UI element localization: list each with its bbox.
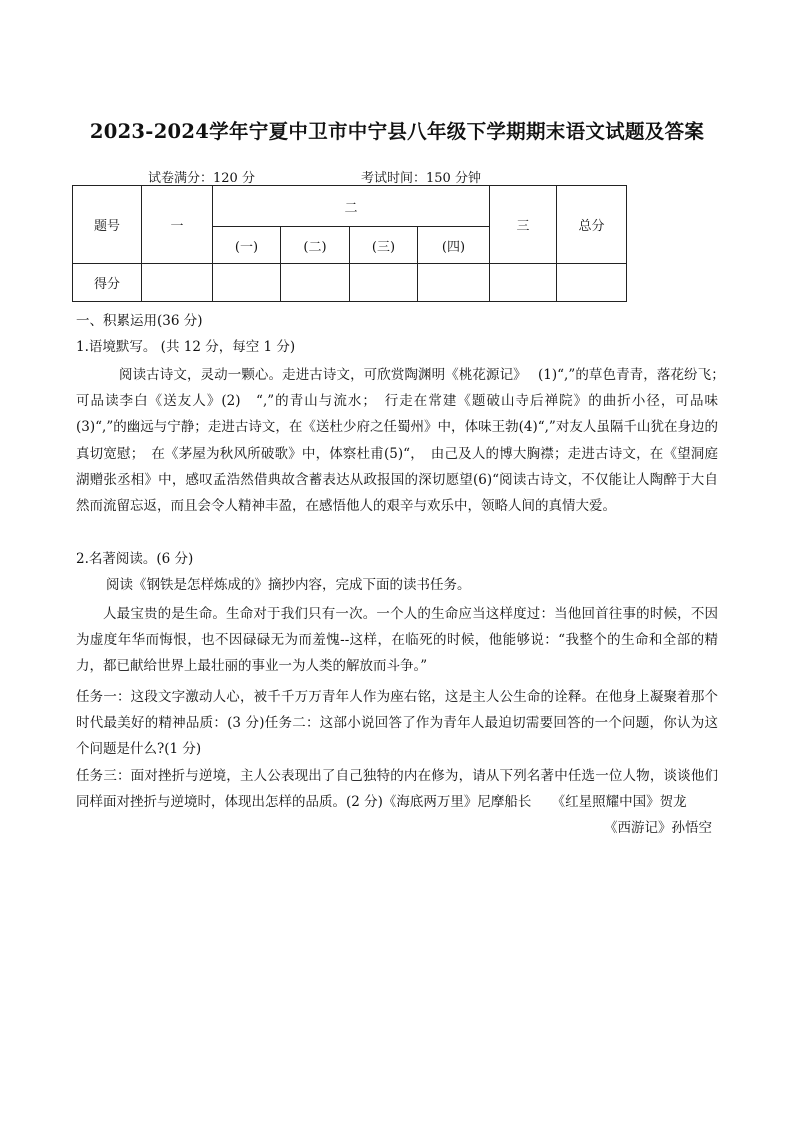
header-sub-4: (四) [418, 227, 490, 264]
section-heading: 一、积累运用(36 分) [76, 313, 203, 329]
header-part-three: 三 [490, 186, 557, 264]
task-one-two: 任务一：这段文字激动人心，被千千万万青年人作为座右铭，这是主人公生命的诠释。在他身上凝聚着那个时代最美好的精神品质：(3 分)任务二：这部小说回答了作为青年人最迫切需要回答的一个问题，你认为这个问题是什么?(1 分) [76, 689, 718, 758]
header-sub-1: (一) [213, 227, 281, 264]
header-total: 总分 [557, 186, 627, 264]
full-score-label: 试卷满分：120 分 [148, 171, 255, 186]
question-1-body: 阅读古诗文，灵动一颗心。走进古诗文，可欣赏陶渊明《桃花源记》 (1)“,”的草色青青，落花纷飞； 可品读李白《送友人》(2) “,”的青山与流水； 行走在常建《题破山寺后禅院》的曲折小径，可品味(3)“,”的幽远与宁静；走进古诗文，在《送杜少府之任蜀州》中，体味王勃(4)“,”对友人虽隔千山犹在身边的真切宽慰； 在《茅屋为秋风所破歌》中，体察杜甫(5)“， 由己及人的博大胸襟；走进古诗文，在《望洞庭湖赠张丞相》中，感叹孟浩然借典故含蓄表达从政报国的深切愿望(6)“阅读古诗文，不仅能让人陶醉于大自然而流留忘返，而且会令人精神丰盈，在感悟他人的艰辛与欢乐中，领略人间的真情大爱。 [76, 367, 732, 515]
score-cell[interactable] [557, 264, 627, 302]
excerpt-quote: 人最宝贵的是生命。生命对于我们只有一次。一个人的生命应当这样度过：当他回首往事的时候，不因为虚度年华而悔恨，也不因碌碌无为而羞愧--这样，在临死的时候，他能够说：“我整个的生命和全部的精力，都已献给世界上最壮丽的事业一为人类的解放而斗争。” [76, 606, 718, 675]
task-three: 任务三：面对挫折与逆境，主人公表现出了自己独特的内在修为，请从下列名著中任选一位人物，谈谈他们同样面对挫折与逆境时，体现出怎样的品质。(2 分)《海底两万里》尼摩船长 《红星照耀中国》贺龙 [76, 768, 718, 811]
option-sun-wukong: 《西游记》孙悟空 [604, 820, 712, 836]
question-2-heading: 2.名著阅读。(6 分) [76, 551, 194, 567]
score-cell[interactable] [418, 264, 490, 302]
score-row-label: 得分 [73, 264, 142, 302]
score-cell[interactable] [142, 264, 213, 302]
header-item: 题号 [73, 186, 142, 264]
score-cell[interactable] [213, 264, 281, 302]
header-part-two: 二 [213, 186, 490, 227]
score-cell[interactable] [350, 264, 418, 302]
exam-time-label: 考试时间：150 分钟 [361, 171, 481, 186]
score-cell[interactable] [281, 264, 350, 302]
header-part-one: 一 [142, 186, 213, 264]
question-2-intro: 阅读《钢铁是怎样炼成的》摘抄内容，完成下面的读书任务。 [106, 577, 471, 593]
page-title: 2023-2024学年宁夏中卫市中宁县八年级下学期期末语文试题及答案 [89, 120, 705, 143]
header-sub-2: (二) [281, 227, 350, 264]
score-table [72, 185, 627, 302]
header-sub-3: (三) [350, 227, 418, 264]
score-cell[interactable] [490, 264, 557, 302]
question-1-heading: 1.语境默写。 (共 12 分，每空 1 分) [76, 339, 296, 355]
